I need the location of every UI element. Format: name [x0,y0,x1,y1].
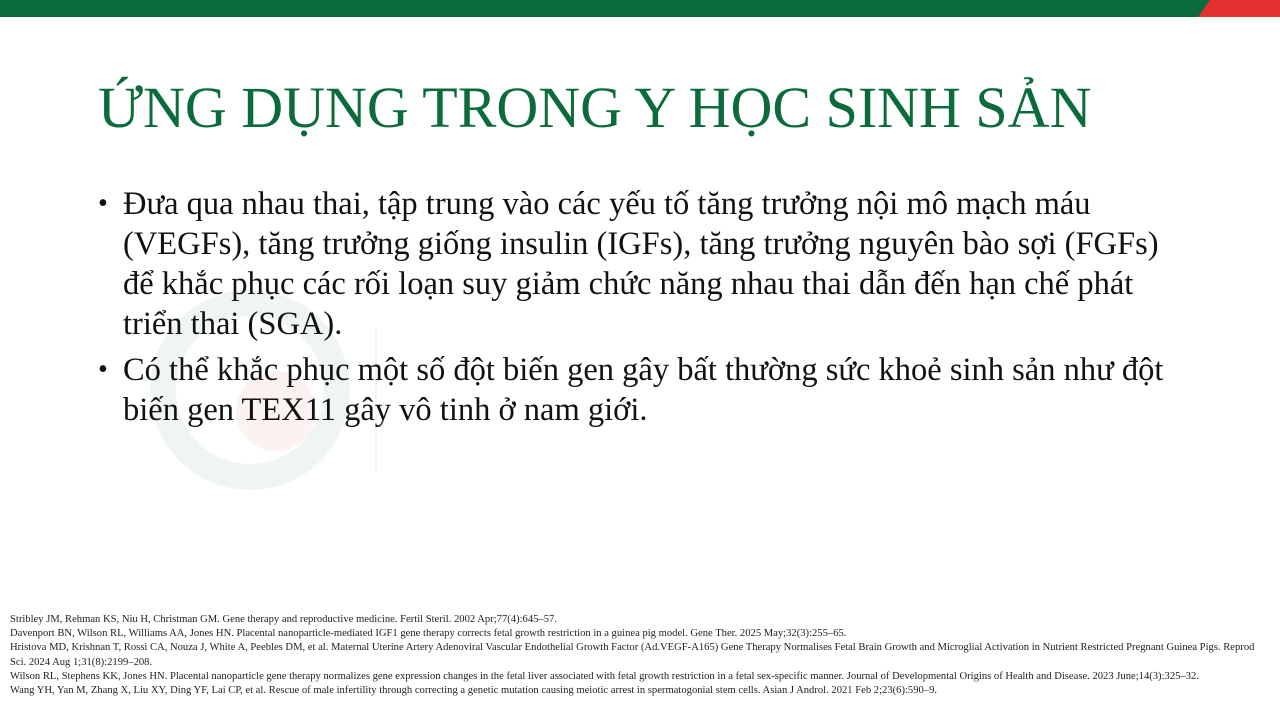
reference-item: Stribley JM, Rehman KS, Niu H, Christman GM. Gene therapy and reproductive medicine. Fertil Steril. 2002 Apr;77(4):645–57. [10,614,557,625]
references [10,613,1272,698]
bullet-text: Đưa qua nhau thai, tập trung vào các yếu tố tăng trưởng nội mô mạch máu (VEGFs), tăng trưởng giống insulin (IGFs), tăng trưởng nguyên bào sợi (FGFs) để khắc phục các rối loạn suy giảm chức năng nhau thai dẫn đến hạn chế phát triển thai (SGA). [123,186,1159,342]
reference-item: Davenport BN, Wilson RL, Williams AA, Jones HN. Placental nanoparticle-mediated IGF1 gene therapy corrects fetal growth restriction in a guinea pig model. Gene Ther. 2025 May;32(3):255–65. [10,628,847,640]
bullet-text: Có thể khắc phục một số đột biến gen gây bất thường sức khoẻ sinh sản như đột biến gen TEX11 gây vô tinh ở nam giới. [123,352,1164,428]
bullet-list [98,184,1178,436]
slide-title: ỨNG DỤNG TRONG Y HỌC SINH SẢN [98,75,1092,140]
top-accent-bar [0,0,1280,17]
reference-item: Wang YH, Yan M, Zhang X, Liu XY, Ding YF, Lai CP, et al. Rescue of male infertility through correcting a genetic mutation causing meiotic arrest in spermatogonial stem cells. Asian J Androl. 2021 Feb 2;23(6):590–9. [10,685,938,697]
reference-item: Wilson RL, Stephens KK, Jones HN. Placental nanoparticle gene therapy normalizes gene expression changes in the fetal liver associated with fetal growth restriction in a fetal sex-specific manner. Journal of Developmental Origins of Health and Disease. 2023 June;14(3):325–32. [10,670,1199,682]
bullet-item [98,350,1178,430]
top-accent-bar-red [1198,0,1280,17]
reference-item: Hristova MD, Krishnan T, Rossi CA, Nouza J, White A, Peebles DM, et al. Maternal Uterine Artery Adenoviral Vascular Endothelial Growth Factor (Ad.VEGF-A165) Gene Therapy Normalises Fetal Brain Growth and Microglial Activation in Nutrient Restricted Pregnant Guinea Pigs. Reprod Sci. 2024 Aug 1;31(8):2199–208. [10,642,1255,668]
bullet-dot-icon: • [98,188,108,219]
bullet-dot-icon: • [98,354,108,385]
bullet-item [98,184,1178,344]
